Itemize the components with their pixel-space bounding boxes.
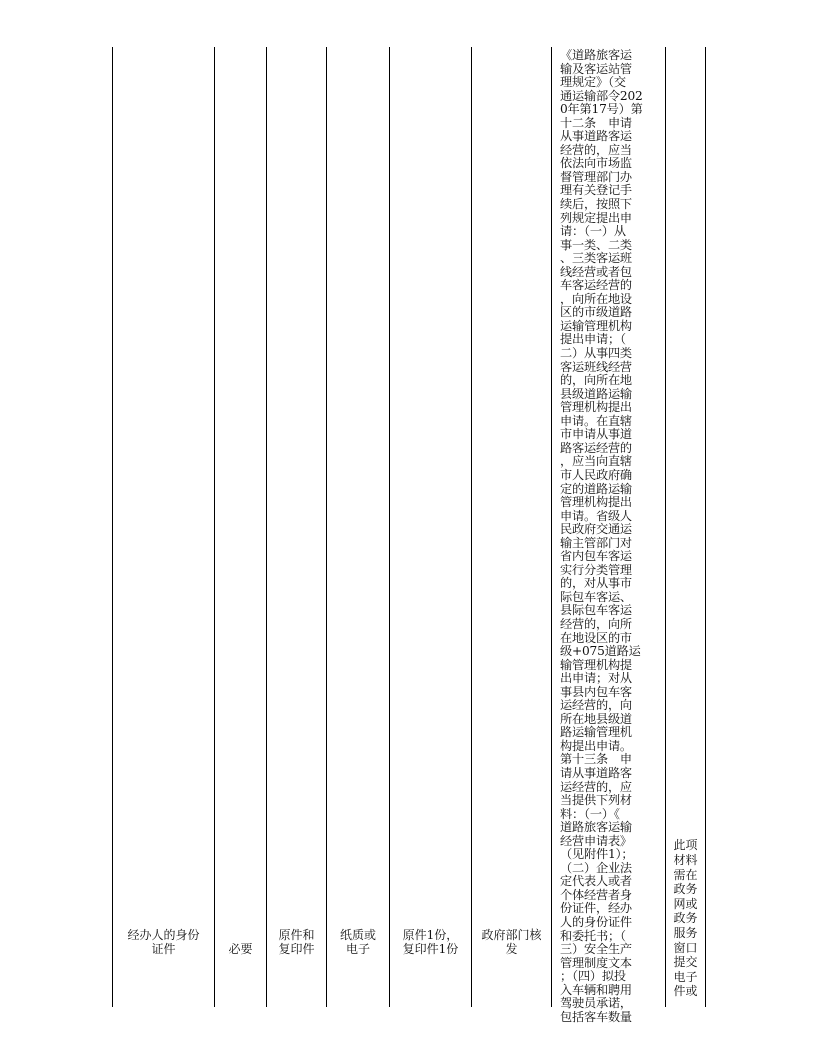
original-copy-cell: [267, 47, 327, 1007]
source-cell: [472, 47, 552, 1007]
remark-cell: [666, 47, 706, 1007]
source: 政府部门核发: [481, 927, 542, 957]
format: 纸质或电子: [339, 927, 376, 957]
remark-text: 此项 材料 需在 政务 网或 政务 服务 窗口 提交 电子 件或: [673, 838, 698, 999]
quantity: 原件1份，复印件1份: [402, 927, 459, 957]
material-name: 经办人的身份证件: [127, 927, 200, 957]
format-cell: [327, 47, 390, 1007]
requirement: 必要: [228, 942, 253, 957]
requirement-cell: [215, 47, 267, 1007]
original-copy: 原件和复印件: [278, 927, 315, 957]
legal-basis-text: 《道路旅客运 输及客运站管 理规定》（交 通运输部令202 0年第17号）第 十二条 申请 从事道路客运 经营的，应当 依法向市场监 督管理部门办 理有关登记手 续后，按照下 列规定提出申 请：（一）从 事一类、二类 、三类客运班 线经营或者包 车客运经营的 ，向所在地设 区的市级道路 运输管理机构 提出申请；（ 二）从事四类 客运班线经营 的，向所在地 县级道路运输 管理机构提出 申请。在直辖 市申请从事道 路客运经营的 ，应当向直辖 市人民政府确 定的道路运输 管理机构提出 申请。省级人 民政府交通运 输主管部门对 省内包车客运 实行分类管理 的，对从事市 际包车客运、 县际包车客运 经营的，向所 在地设区的市 级+075道路运 输管理机构提 出申请；对从 事县内包车客 运经营的，向 所在地县级道 路运输管理机 构提出申请。 第十三条 申 请从事道路客 运经营的，应 当提供下列材 料：（一）《 道路旅客运输 经营申请表》 （见附件1）； （二）企业法 定代表人或者 个体经营者身 份证件，经办 人的身份证件 和委托书；（ 三）安全生产 管理制度文本 ；（四）拟投 入车辆和聘用 驾驶员承诺， 包括客车数量: [560, 48, 643, 1024]
basis-cell: [552, 47, 666, 1024]
material-name-cell: [113, 47, 215, 1007]
quantity-cell: [390, 47, 472, 1007]
materials-table: [112, 47, 706, 1024]
table-row: [113, 47, 706, 1007]
